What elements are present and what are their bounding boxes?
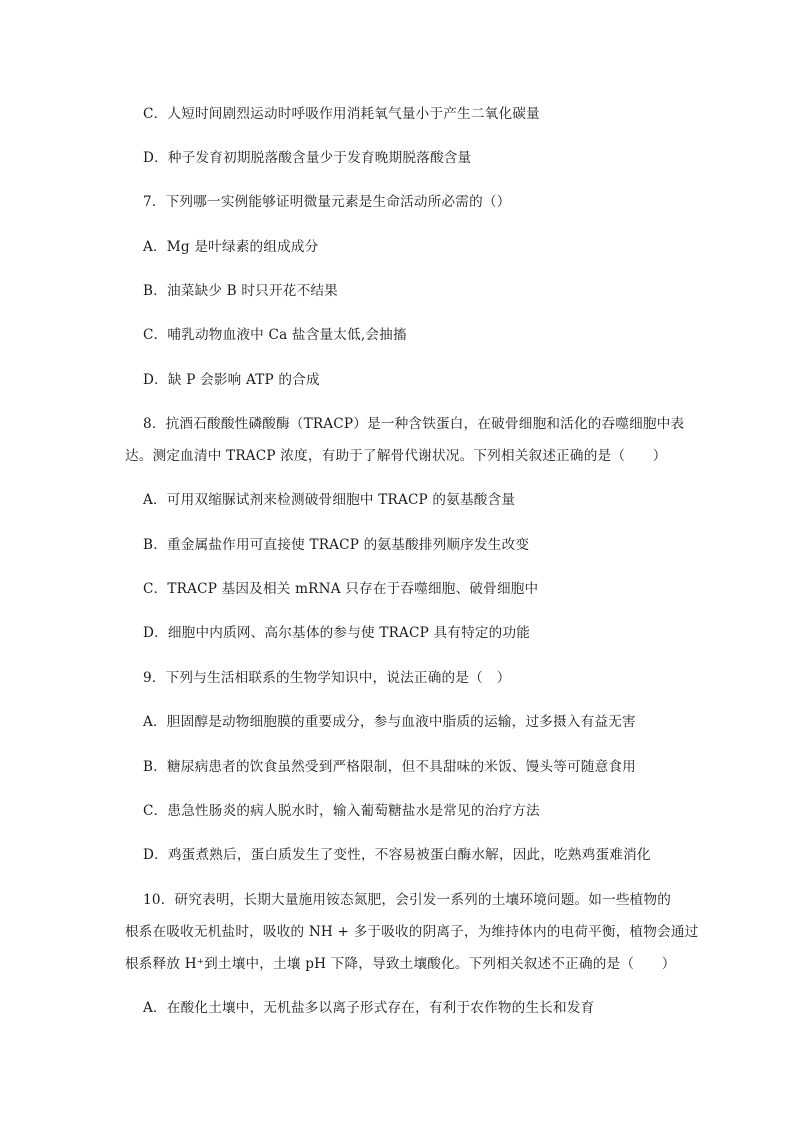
q8-option-a: A．可用双缩脲试剂来检测破骨细胞中 TRACP 的氨基酸含量 xyxy=(143,492,516,508)
q7-option-a: A．Mg 是叶绿素的组成成分 xyxy=(143,239,319,255)
q9-option-c: C．患急性肠炎的病人脱水时，输入葡萄糖盐水是常见的治疗方法 xyxy=(143,803,540,819)
q10-option-a: A．在酸化土壤中，无机盐多以离子形式存在，有利于农作物的生长和发育 xyxy=(143,1000,595,1016)
q6-option-d: D．种子发育初期脱落酸含量少于发育晚期脱落酸含量 xyxy=(143,150,472,166)
q8-option-c: C．TRACP 基因及相关 mRNA 只存在于吞噬细胞、破骨细胞中 xyxy=(143,581,539,597)
q9-option-b: B．糖尿病患者的饮食虽然受到严格限制，但不具甜味的米饭、馒头等可随意食用 xyxy=(143,759,636,775)
q8-option-d: D．细胞中内质网、高尔基体的参与使 TRACP 具有特定的功能 xyxy=(143,625,531,641)
q9-option-d: D．鸡蛋煮熟后，蛋白质发生了变性，不容易被蛋白酶水解，因此，吃熟鸡蛋难消化 xyxy=(143,847,651,863)
q10-stem-line3: 根系释放 H⁺到土壤中，土壤 pH 下降，导致土壤酸化。下列相关叙述不正确的是（ ） xyxy=(125,956,676,972)
q8-stem-line1: 8．抗酒石酸酸性磷酸酶（TRACP）是一种含铁蛋白，在破骨细胞和活化的吞噬细胞中表 xyxy=(143,416,685,432)
q10-stem-line2: 根系在吸收无机盐时，吸收的 NH + 多于吸收的阴离子，为维持体内的电荷平衡，植物会通过 xyxy=(125,924,699,940)
q9-stem: 9．下列与生活相联系的生物学知识中，说法正确的是（ ） xyxy=(143,670,511,686)
q7-stem: 7．下列哪一实例能够证明微量元素是生命活动所必需的（） xyxy=(143,194,511,210)
q8-option-b: B．重金属盐作用可直接使 TRACP 的氨基酸排列顺序发生改变 xyxy=(143,537,530,553)
q7-option-d: D．缺 P 会影响 ATP 的合成 xyxy=(143,372,320,388)
q10-stem-line1: 10．研究表明，长期大量施用铵态氮肥，会引发一系列的土壤环境问题。如一些植物的 xyxy=(143,892,672,908)
q7-option-c: C．哺乳动物血液中 Ca 盐含量太低,会抽搐 xyxy=(143,327,407,343)
q6-option-c: C．人短时间剧烈运动时呼吸作用消耗氧气量小于产生二氧化碳量 xyxy=(143,106,540,122)
q7-option-b: B．油菜缺少 B 时只开花不结果 xyxy=(143,283,338,299)
q8-stem-line2: 达。测定血清中 TRACP 浓度，有助于了解骨代谢状况。下列相关叙述正确的是（ ） xyxy=(125,448,667,464)
q9-option-a: A．胆固醇是动物细胞膜的重要成分，参与血液中脂质的运输，过多摄入有益无害 xyxy=(143,714,636,730)
